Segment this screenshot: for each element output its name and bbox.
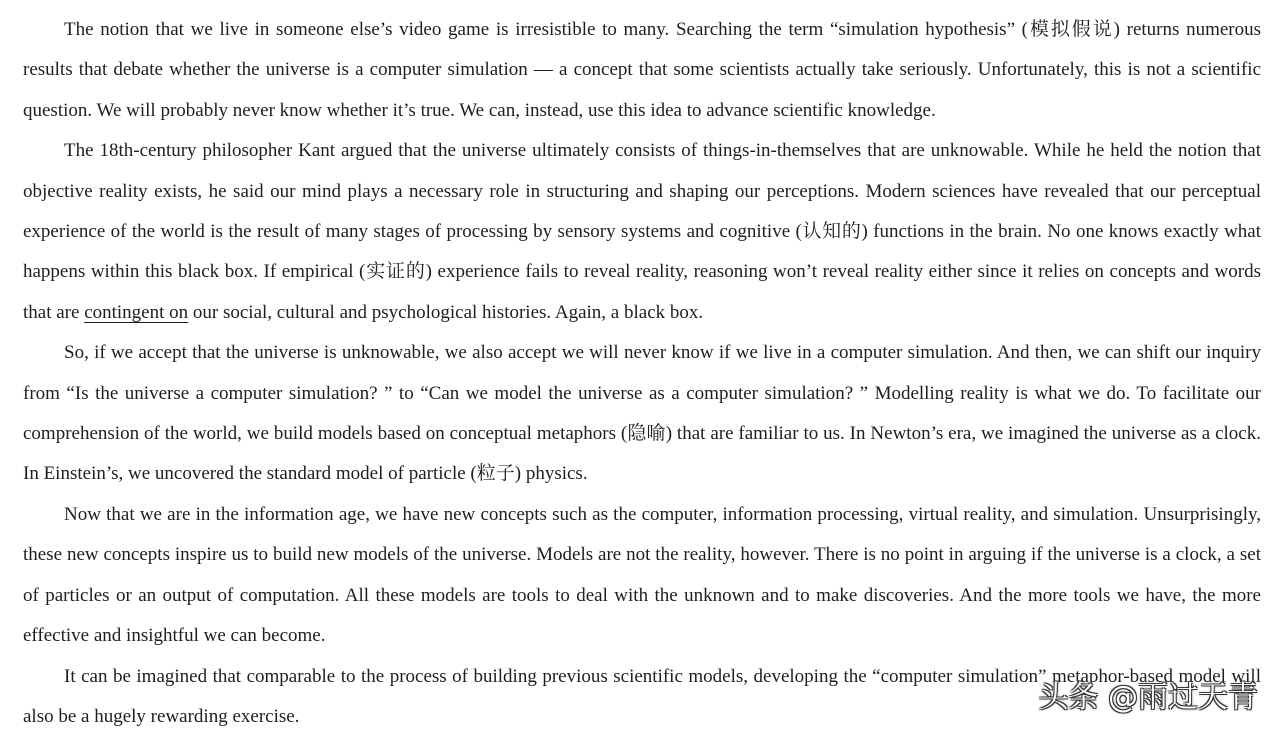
watermark: 头条 @雨过天青	[1038, 680, 1258, 715]
paragraph-5: It can be imagined that comparable to the process of building previous scientific models, developing the “computer simulation” metaphor-based model will also be a hugely rewarding exercise.	[23, 665, 1261, 727]
paragraph-2-text-before: The 18th-century philosopher Kant argued that the universe ultimately consists of things-in-themselves that are unknowable. While he held the notion that objective reality exists, he said our mind plays a necessary role in structuring and shaping our perceptions. Modern sciences have revealed that our perceptual experience of the world is the result of many stages of processing by sensory systems and cognitive (认知的) functions in the brain. No one knows exactly what happens within this black box. If empirical (实证的) experience fails to reveal reality, reasoning won’t reveal reality either since it relies on concepts and words that are	[23, 140, 1261, 323]
paragraph-1: The notion that we live in someone else’s video game is irresistible to many. Searching the term “simulation hypothesis” (模拟假说) returns numerous results that debate whether the universe is a computer simulation — a concept that some scientists actually take seriously. Unfortunately, this is not a scientific question. We will probably never know whether it’s true. We can, instead, use this idea to advance scientific knowledge.	[23, 19, 1261, 121]
paragraph-2-text-after: our social, cultural and psychological histories. Again, a black box.	[188, 301, 704, 323]
paragraph-4: Now that we are in the information age, we have new concepts such as the computer, information processing, virtual reality, and simulation. Unsurprisingly, these new concepts inspire us to build new models of the universe. Models are not the reality, however. There is no point in arguing if the universe is a clock, a set of particles or an output of computation. All these models are tools to deal with the unknown and to make discoveries. And the more tools we have, the more effective and insightful we can become.	[23, 503, 1261, 647]
paragraph-3: So, if we accept that the universe is unknowable, we also accept we will never know if we live in a computer simulation. And then, we can shift our inquiry from “Is the universe a computer simulation? ” to “Can we model the universe as a computer simulation? ” Modelling reality is what we do. To facilitate our comprehension of the world, we build models based on conceptual metaphors (隐喻) that are familiar to us. In Newton’s era, we imagined the universe as a clock. In Einstein’s, we uncovered the standard model of particle (粒子) physics.	[23, 342, 1261, 485]
underlined-phrase: contingent on	[84, 301, 189, 323]
article-body	[23, 10, 1261, 737]
paragraph-2	[23, 131, 1261, 333]
